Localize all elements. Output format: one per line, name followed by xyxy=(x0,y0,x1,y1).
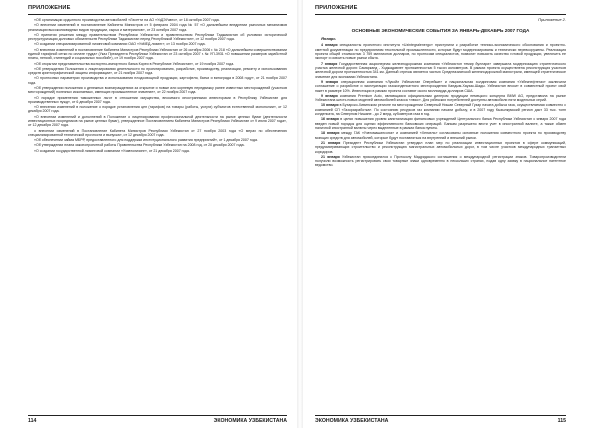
journal-name: ЭКОНОМИКА УЗБЕКИСТАНА xyxy=(213,418,287,424)
event-entry xyxy=(315,43,566,60)
running-header-title: ПРИЛОЖЕНИЕ xyxy=(315,5,358,11)
page-number: 114 xyxy=(28,418,37,424)
page-footer xyxy=(28,415,287,424)
event-date: 9 января xyxy=(321,79,339,84)
event-text: между ГАК «Узвтомашинсоюз» и компанией «Хенкель» согласованы основные положения совместного проекта по производству моющих средств для автомобилей, которые будут поставляться на внутренний и внешний рынки. xyxy=(315,131,566,140)
event-text: специалисты проектного института «Uzintegralenergo» приступили к разработке технико-экономического обоснования и проектно-сметной документации по предприятиям текстильной промышленности, которые будут модернизированы и технически перевооружены. Реализация проекта общей стоимостью 3 759 миллионов долларов, по прогнозам специалистов, позволит повысить качество готовой продукции, увеличить ее экспорт и освоить новые рынки сбыта. xyxy=(315,43,566,61)
journal-name: ЭКОНОМИКА УЗБЕКИСТАНА xyxy=(315,418,389,424)
event-date: 10 января xyxy=(321,103,339,108)
appendix-label: Приложение 2. xyxy=(538,17,566,22)
paragraph: «Об утверждении положения о денежных вознаграждениях за открытие и новые или корневую передвижку ранее известных месторождений (участков месторождений) полезных ископаемых, имеющих промышленное значение», от 22 ноября 2007 года. xyxy=(28,85,287,95)
event-entry xyxy=(315,117,566,130)
event-entry xyxy=(315,94,566,103)
left-page xyxy=(0,0,297,428)
page-number: 115 xyxy=(557,418,566,424)
running-header-title: ПРИЛОЖЕНИЕ xyxy=(28,5,71,11)
event-text: в Бухарско-Хивинском регионе на месторождении Северный Нишан Северный Гузар начата добыча газа, осуществляемая совместно с компанией СП «Газоразработка». По состоянию ресурсов газ компании начали добычу, и в 2007 году Кызылкумский регион даст 33 тыс. тонн конденсата, на Северном Нишане - до 2 млрд. кубометров газа в год. xyxy=(315,103,566,117)
event-entry xyxy=(315,62,566,79)
paragraph: «Об открытии представительства экспортно-импортного банка Кореи в Республике Узбекистан», от 19 ноября 2007 года. xyxy=(34,61,235,66)
event-entry xyxy=(315,80,566,93)
event-text: Президент Республики Узбекистан утвердил план мер по реализации инвестиционных проектов в сфере коммуникаций, предусматривающих строительство и реконструкцию магистральных автомобильных дорог, в том числе участков международных транзитных коридоров. xyxy=(315,140,566,154)
paragraph: «Об организации ордынного производства автомобилей «Лэсетти на АО «УзДЭУавто», от 18 октября 2007 года. xyxy=(34,18,220,22)
event-entry xyxy=(315,155,566,168)
right-page-body xyxy=(315,43,566,167)
paragraph: «О создании государственной лизинговой компании «Узавтолизинг», от 21 декабря 2007 года. xyxy=(34,148,190,153)
event-date: 21 января xyxy=(321,140,341,145)
left-page-body xyxy=(28,18,287,153)
event-date: 7 января xyxy=(321,61,338,66)
event-entry xyxy=(315,103,566,116)
event-text: в целях повышения уровня капитализации финансовых учреждений Центрального банка Республики Узбекистан с января 2007 года введен новый порядок для оценки эффективности банковских операций. Банкам разрешено вести учет в иностранной валюте, а также обмен наличной иностранной валюты через выделенные в рамках банка пункты. xyxy=(315,117,566,131)
paragraph: «Об утверждении Положения о лицензировании деятельности по проектированию, разработке, производству, реализации, ремонту и использованию средств криптографической защиты информации», от 21 ноября 2007 года. xyxy=(28,66,287,76)
paragraph: «О порядке применения таможенных льгот в отношении имущества, вносимого иностранными инвесторами в Республику Узбекистан для производственных нужд», от 6 декабря 2007 года. xyxy=(28,95,287,104)
paragraph: «О принятии решения между правительством Республики Узбекистан и правительством Республики Таджикистан об условиях исторической реструктуризации долговых обязательств Республики Таджикистан перед Республикой Узбекистан», от 12 ноября 2007 года. xyxy=(28,32,287,42)
event-date: 21 января xyxy=(321,154,340,159)
paragraph: «О внесении изменений в положение о порядке установления цен (тарифов) на товары (работы, услуги) субъектов естественной монополии», от 12 декабря 2007 года. xyxy=(28,105,287,114)
paragraph: «О внесении изменений в постановление Кабинета Министров от 5 февраля 2004 года № 57 «О дальнейшем внедрении рыночных механизмов реализации высоколиквидных видов продукции, сырья и материалов», от 23 октября 2007 года. xyxy=(28,23,287,32)
running-header xyxy=(28,4,287,15)
event-entry xyxy=(315,131,566,140)
event-text: Государственная акционерная железнодорожная компания «Узбекистон темир йуллари» завершила модернизацию стратегического участка железной дороги Самарканд - Ходжадавлет протяженностью 5 тысяч километров. В рамках проекта осуществлена реконструкция участков железной дороги протяженностью 341 км. Данный отрезок является частью Среднеазиатской железнодорожной магистрали, имеющей стратегическое значение для экономики Узбекистана. xyxy=(315,61,567,79)
paragraph: «О прогнозных параметрах производства и использования плодоовощной продукции, картофеля, бахчи и винограда в 2008 году», от 21 ноября 2007 года. xyxy=(28,76,287,85)
right-page xyxy=(303,0,600,428)
paragraph: «Об утверждении плана законопроектной работы Правительства Республики Узбекистан на 2008 год, от 20 декабря 2007 года. xyxy=(34,143,245,148)
paragraph: «О создании специализированной лизинговой компании ОАО «УзМЕД-лизинг», от 13 ноября 2007 года. xyxy=(34,42,206,47)
paragraph: «О внесении изменений и дополнений в Положение о лицензировании профессиональной деятельности на рынке ценных бумаг (деятельности инвестиционных посредников на рынке ценных бумаг), утвержденное Постановлением Кабинета Министров Республики Узбекистан от 9 июля 2007 года», от 12 декабря 2007 года. xyxy=(28,114,287,128)
event-date: 4 января xyxy=(321,43,338,48)
event-text: компания Premium Auto, являющаяся официальным дилером продукции немецкого концерна BMW AG, представила на рынке Узбекистана шесть новых моделей автомобилей класса «люкс». Для узбекских потребителей доступны автомобили пяти модельных серий. xyxy=(315,93,566,103)
section-title: ОСНОВНЫЕ ЭКОНОМИЧЕСКИЕ СОБЫТИЯ ЗА ЯНВАРЬ-ДЕКАБРЬ 2007 ГОДА xyxy=(351,28,530,33)
event-text: операционная компания «Лукойл Узбекистан Оперейшн» и национальная холдинговая компания «Узбекнефтегаз» заключили соглашение о разработке и эксплуатации газоконденсатного месторождения Кандым-Хаузак-Шады. Узбекистан вносит в совместный проект свой пакет в размере 10%. Инвестиции в рамках проекта составят около миллиарда долларов США. xyxy=(315,79,566,93)
event-date: 9 января xyxy=(321,93,338,98)
paragraph: «О внесении изменений в постановление Кабинета Министров Республики Узбекистан от 26 октября 2006 г. № 218 «О дальнейшем совершенствовании единой тарифной сетки по оплате труда» (Указ Президента Республики Узбекистан от 23 октября 2007 г. № УП-3931 «О повышении размеров заработной платы, пенсий, стипендий и социальных пособий»), от 19 ноября 2007 года. xyxy=(28,47,287,61)
page-footer xyxy=(315,415,566,424)
event-entry xyxy=(315,141,566,154)
event-date: 18 января xyxy=(321,131,340,136)
paragraph: «Об обеспечении займа МБРР, предоставленного для поддержки институционального развития предприятий», от 1 декабря 2007 года. xyxy=(34,138,258,143)
paragraph: о внесении изменений в Постановление Кабинета Министров Республики Узбекистан от 27 ноября 2003 года «О мерах по обеспечению специализированной технической прочности и выпуска», от 12 декабря 2007 года. xyxy=(28,128,287,137)
event-text: Узбекистан присоединился к Протоколу Мадридского соглашения о международной регистрации знаков. Товаропроизводители получили возможность регистрировать свои товарные знаки одновременно в нескольких странах, подав одну заявку в национальное патентное ведомство. xyxy=(315,154,566,168)
running-header xyxy=(315,4,566,15)
event-date: 16 января xyxy=(321,117,339,122)
month-heading: Январь xyxy=(321,36,336,42)
